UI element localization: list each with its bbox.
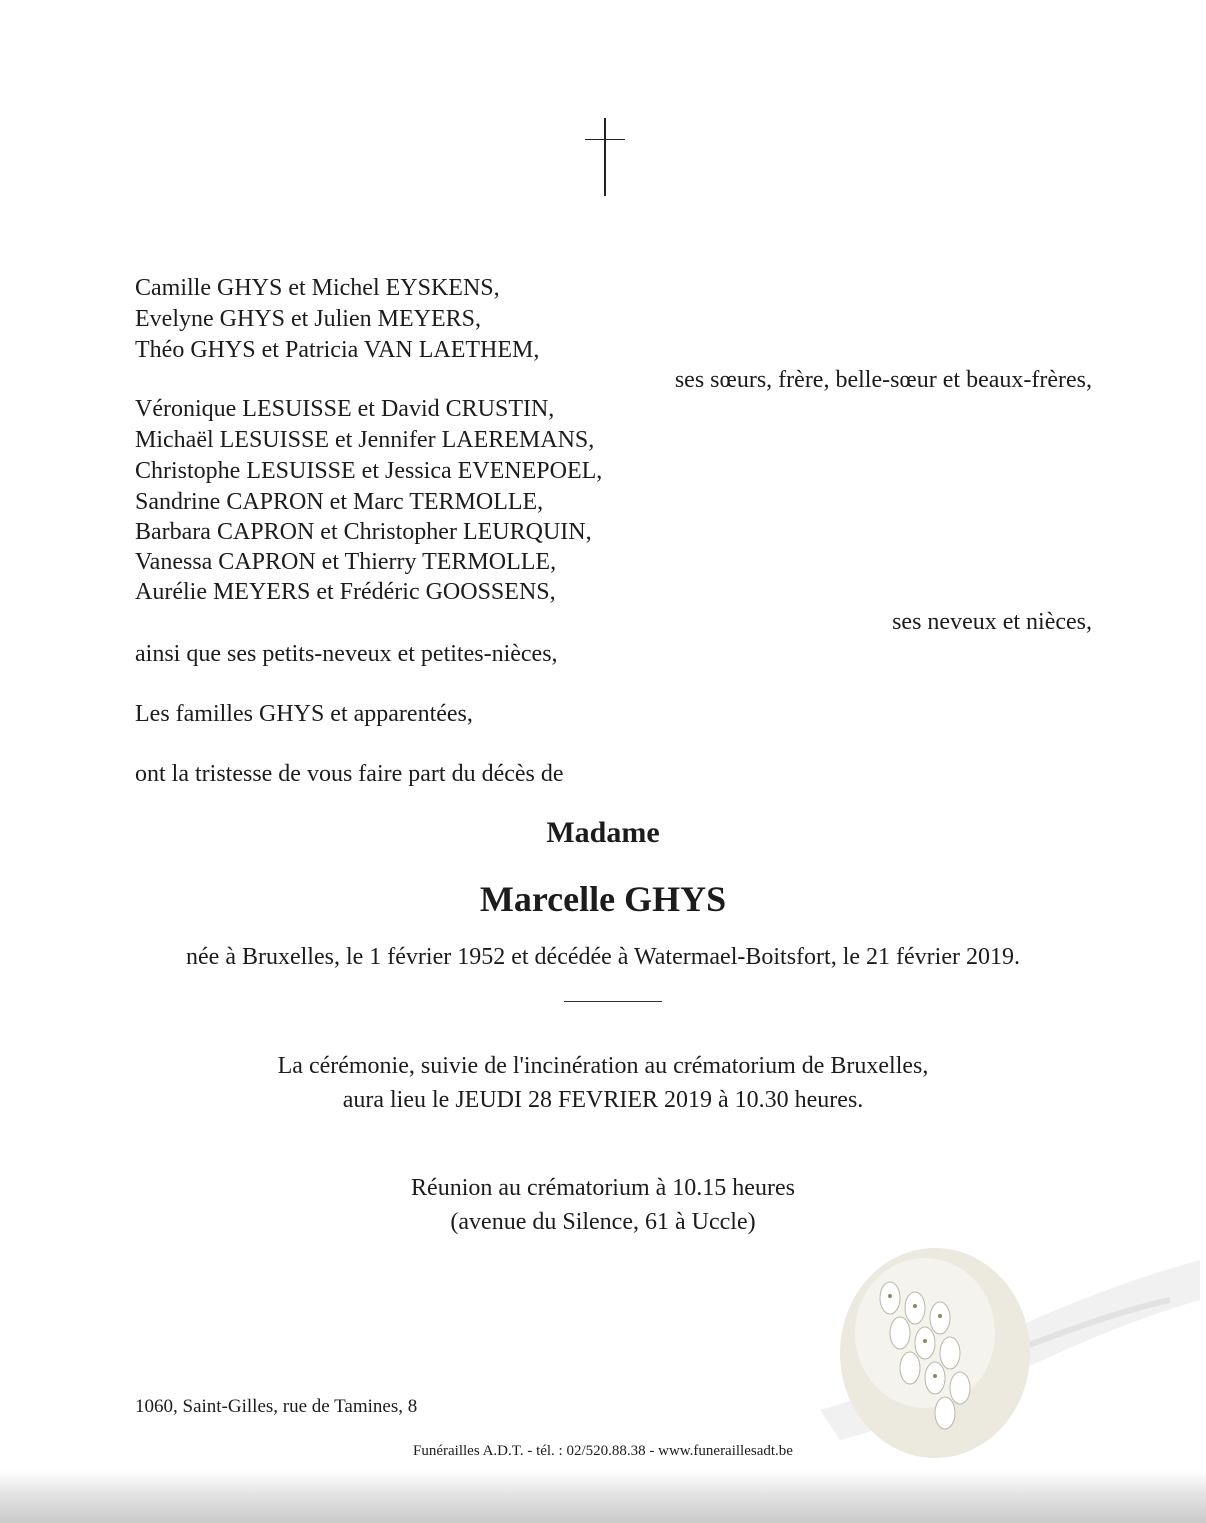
cross-icon — [585, 118, 625, 196]
families-line: Les familles GHYS et apparentées, — [135, 701, 473, 727]
address-line: 1060, Saint-Gilles, rue de Tamines, 8 — [135, 1396, 418, 1417]
meeting-line: Réunion au crématorium à 10.15 heures — [411, 1175, 795, 1201]
sibling-line: Théo GHYS et Patricia VAN LAETHEM, — [135, 337, 540, 363]
announcement-line: ont la tristesse de vous faire part du décès de — [135, 761, 564, 787]
deceased-dates: née à Bruxelles, le 1 février 1952 et décédée à Watermael-Boitsfort, le 21 février 2019. — [186, 944, 1020, 970]
sibling-line: Camille GHYS et Michel EYSKENS, — [135, 275, 500, 301]
nephew-line: Christophe LESUISSE et Jessica EVENEPOEL, — [135, 458, 603, 484]
deceased-name: Marcelle GHYS — [479, 879, 727, 919]
nephew-line: Aurélie MEYERS et Frédéric GOOSSENS, — [135, 579, 556, 605]
ceremony-line: La cérémonie, suivie de l'incinération au crématorium de Bruxelles, — [277, 1053, 929, 1079]
nephew-line: Sandrine CAPRON et Marc TERMOLLE, — [135, 489, 544, 515]
ceremony-date-line: aura lieu le JEUDI 28 FEVRIER 2019 à 10.30 heures. — [342, 1087, 864, 1113]
nephew-line: Vanessa CAPRON et Thierry TERMOLLE, — [135, 549, 557, 575]
nephew-line: Michaël LESUISSE et Jennifer LAEREMANS, — [135, 427, 595, 453]
grand-nephews-line: ainsi que ses petits-neveux et petites-nièces, — [135, 641, 558, 667]
divider — [564, 1001, 662, 1002]
flower-bouquet-icon — [830, 1238, 1040, 1468]
siblings-role: ses sœurs, frère, belle-sœur et beaux-frères, — [674, 367, 1092, 393]
scan-edge — [0, 1470, 1206, 1523]
nephews-role: ses neveux et nièces, — [892, 609, 1092, 635]
funeral-home-footer: Funérailles A.D.T. - tél. : 02/520.88.38 - www.funeraillesadt.be — [413, 1443, 793, 1459]
nephew-line: Véronique LESUISSE et David CRUSTIN, — [135, 396, 555, 422]
sibling-line: Evelyne GHYS et Julien MEYERS, — [135, 306, 481, 332]
deceased-title: Madame — [546, 816, 660, 849]
nephew-line: Barbara CAPRON et Christopher LEURQUIN, — [135, 519, 592, 545]
meeting-address-line: (avenue du Silence, 61 à Uccle) — [450, 1209, 756, 1235]
